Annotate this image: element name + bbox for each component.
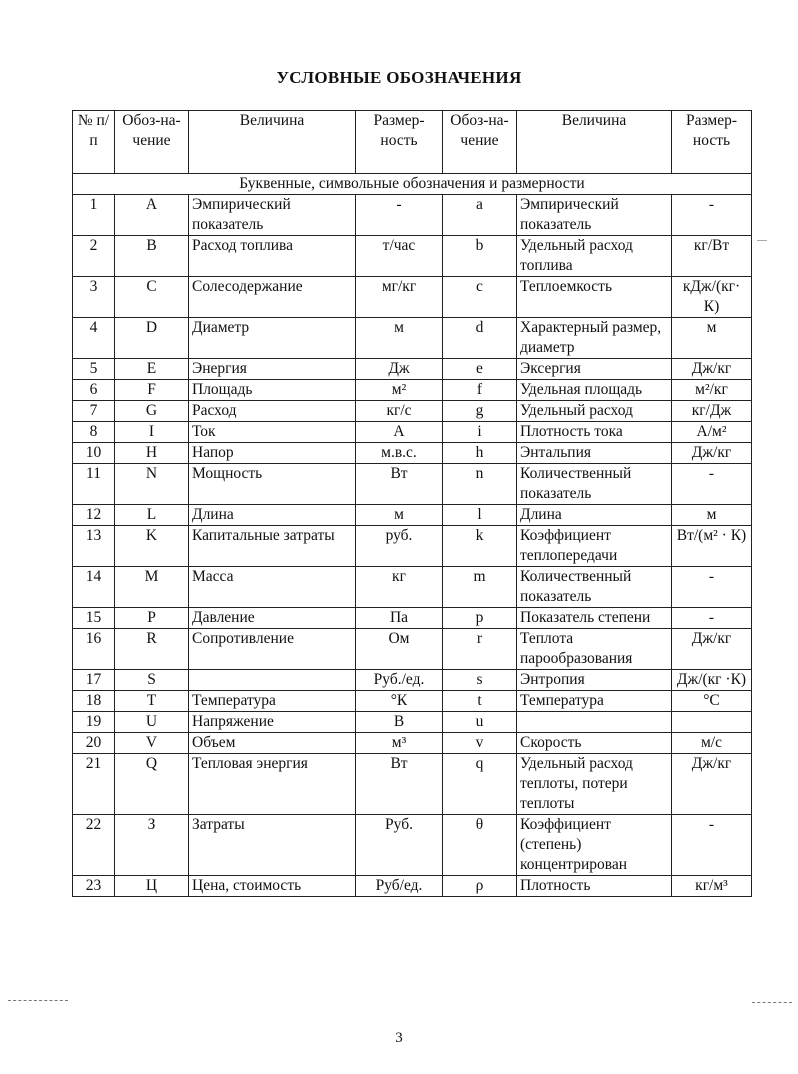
row-number: 5 — [73, 359, 115, 380]
symbol-upper: V — [115, 733, 189, 754]
quantity-upper — [189, 670, 356, 691]
quantity-lower — [517, 712, 672, 733]
quantity-lower: Коэффициент (степень) концентрирован — [517, 815, 672, 876]
symbol-lower: u — [443, 712, 517, 733]
quantity-lower: Удельный расход — [517, 401, 672, 422]
quantity-upper: Тепловая энергия — [189, 754, 356, 815]
symbol-upper: G — [115, 401, 189, 422]
symbol-lower: a — [443, 195, 517, 236]
unit-lower: Вт/(м² · К) — [672, 526, 752, 567]
unit-lower: м — [672, 318, 752, 359]
row-number: 21 — [73, 754, 115, 815]
unit-upper: кг — [356, 567, 443, 608]
symbol-upper: U — [115, 712, 189, 733]
table-row — [73, 712, 752, 733]
row-number: 12 — [73, 505, 115, 526]
quantity-upper: Мощность — [189, 464, 356, 505]
quantity-upper: Солесодержание — [189, 277, 356, 318]
unit-upper: °К — [356, 691, 443, 712]
quantity-lower: Плотность тока — [517, 422, 672, 443]
row-number: 18 — [73, 691, 115, 712]
row-number: 7 — [73, 401, 115, 422]
unit-lower: Дж/кг — [672, 359, 752, 380]
quantity-lower: Характерный размер, диаметр — [517, 318, 672, 359]
unit-upper: Вт — [356, 464, 443, 505]
symbol-lower: q — [443, 754, 517, 815]
quantity-lower: Коэффициент теплопередачи — [517, 526, 672, 567]
symbol-lower: l — [443, 505, 517, 526]
quantity-upper: Объем — [189, 733, 356, 754]
unit-upper: м² — [356, 380, 443, 401]
row-number: 22 — [73, 815, 115, 876]
symbol-lower: s — [443, 670, 517, 691]
quantity-upper: Затраты — [189, 815, 356, 876]
unit-upper: м — [356, 318, 443, 359]
symbol-upper: H — [115, 443, 189, 464]
quantity-lower: Плотность — [517, 876, 672, 897]
table-row — [73, 464, 752, 505]
quantity-upper: Диаметр — [189, 318, 356, 359]
unit-lower — [672, 712, 752, 733]
unit-lower: Дж/кг — [672, 629, 752, 670]
row-number: 17 — [73, 670, 115, 691]
quantity-lower: Эмпирический показатель — [517, 195, 672, 236]
unit-upper: А — [356, 422, 443, 443]
table-row — [73, 733, 752, 754]
quantity-lower: Теплоемкость — [517, 277, 672, 318]
quantity-upper: Цена, стоимость — [189, 876, 356, 897]
table-row — [73, 236, 752, 277]
table-row — [73, 567, 752, 608]
symbol-upper: A — [115, 195, 189, 236]
symbol-lower: e — [443, 359, 517, 380]
unit-upper: Ом — [356, 629, 443, 670]
quantity-lower: Показатель степени — [517, 608, 672, 629]
header-quantity-upper: Величина — [189, 111, 356, 174]
symbol-lower: i — [443, 422, 517, 443]
table-row — [73, 195, 752, 236]
header-symbol-upper: Обоз-на-чение — [115, 111, 189, 174]
unit-lower: м²/кг — [672, 380, 752, 401]
symbol-upper: L — [115, 505, 189, 526]
row-number: 6 — [73, 380, 115, 401]
symbol-upper: C — [115, 277, 189, 318]
scan-dash-right — [752, 1002, 792, 1003]
unit-upper: Па — [356, 608, 443, 629]
table-row — [73, 815, 752, 876]
header-symbol-lower: Обоз-на-чение — [443, 111, 517, 174]
unit-lower: - — [672, 567, 752, 608]
unit-upper: Руб. — [356, 815, 443, 876]
symbol-upper: F — [115, 380, 189, 401]
quantity-lower: Удельная площадь — [517, 380, 672, 401]
symbol-lower: ρ — [443, 876, 517, 897]
header-unit-upper: Размер-ность — [356, 111, 443, 174]
quantity-lower: Удельный расход теплоты, потери теплоты — [517, 754, 672, 815]
row-number: 3 — [73, 277, 115, 318]
unit-lower: - — [672, 608, 752, 629]
unit-lower: Дж/(кг ·К) — [672, 670, 752, 691]
quantity-lower: Энтропия — [517, 670, 672, 691]
unit-lower: А/м² — [672, 422, 752, 443]
quantity-lower: Длина — [517, 505, 672, 526]
symbol-lower: θ — [443, 815, 517, 876]
quantity-upper: Эмпирический показатель — [189, 195, 356, 236]
quantity-lower: Количественный показатель — [517, 567, 672, 608]
unit-lower: - — [672, 195, 752, 236]
unit-upper: м.в.с. — [356, 443, 443, 464]
header-number: № п/п — [73, 111, 115, 174]
symbol-upper: K — [115, 526, 189, 567]
row-number: 19 — [73, 712, 115, 733]
unit-upper: Вт — [356, 754, 443, 815]
unit-lower: кДж/(кг· К) — [672, 277, 752, 318]
symbol-lower: c — [443, 277, 517, 318]
unit-upper: Дж — [356, 359, 443, 380]
row-number: 8 — [73, 422, 115, 443]
symbol-lower: t — [443, 691, 517, 712]
quantity-upper: Капитальные затраты — [189, 526, 356, 567]
section-title: Буквенные, символьные обозначения и размерности — [73, 174, 752, 195]
row-number: 11 — [73, 464, 115, 505]
table-row — [73, 629, 752, 670]
symbol-upper: З — [115, 815, 189, 876]
quantity-upper: Ток — [189, 422, 356, 443]
table-row — [73, 505, 752, 526]
symbol-upper: M — [115, 567, 189, 608]
table-row — [73, 401, 752, 422]
table-row — [73, 670, 752, 691]
symbol-lower: p — [443, 608, 517, 629]
table-row — [73, 608, 752, 629]
quantity-lower: Эксергия — [517, 359, 672, 380]
quantity-upper: Длина — [189, 505, 356, 526]
unit-lower: - — [672, 815, 752, 876]
quantity-upper: Сопротивление — [189, 629, 356, 670]
scan-artifact — [757, 240, 767, 241]
header-row — [73, 111, 752, 174]
row-number: 1 — [73, 195, 115, 236]
unit-upper: Руб/ед. — [356, 876, 443, 897]
unit-upper: руб. — [356, 526, 443, 567]
unit-lower: кг/м³ — [672, 876, 752, 897]
symbol-lower: b — [443, 236, 517, 277]
quantity-lower: Теплота парообразования — [517, 629, 672, 670]
quantity-lower: Скорость — [517, 733, 672, 754]
table-row — [73, 380, 752, 401]
row-number: 15 — [73, 608, 115, 629]
symbol-upper: D — [115, 318, 189, 359]
unit-lower: кг/Дж — [672, 401, 752, 422]
symbol-upper: B — [115, 236, 189, 277]
symbol-lower: g — [443, 401, 517, 422]
unit-upper: кг/с — [356, 401, 443, 422]
quantity-upper: Масса — [189, 567, 356, 608]
symbol-upper: P — [115, 608, 189, 629]
table-row — [73, 277, 752, 318]
symbol-lower: r — [443, 629, 517, 670]
symbol-lower: m — [443, 567, 517, 608]
symbol-lower: h — [443, 443, 517, 464]
symbol-upper: T — [115, 691, 189, 712]
unit-lower: м — [672, 505, 752, 526]
unit-lower: °С — [672, 691, 752, 712]
symbol-upper: N — [115, 464, 189, 505]
unit-upper: мг/кг — [356, 277, 443, 318]
row-number: 10 — [73, 443, 115, 464]
quantity-upper: Температура — [189, 691, 356, 712]
quantity-upper: Расход топлива — [189, 236, 356, 277]
symbol-lower: n — [443, 464, 517, 505]
quantity-upper: Давление — [189, 608, 356, 629]
unit-upper: т/час — [356, 236, 443, 277]
unit-upper: Руб./ед. — [356, 670, 443, 691]
quantity-lower: Энтальпия — [517, 443, 672, 464]
table-row — [73, 422, 752, 443]
symbol-upper: Q — [115, 754, 189, 815]
row-number: 2 — [73, 236, 115, 277]
row-number: 20 — [73, 733, 115, 754]
unit-upper: В — [356, 712, 443, 733]
unit-lower: Дж/кг — [672, 754, 752, 815]
unit-upper: м³ — [356, 733, 443, 754]
quantity-lower: Температура — [517, 691, 672, 712]
quantity-lower: Удельный расход топлива — [517, 236, 672, 277]
row-number: 23 — [73, 876, 115, 897]
row-number: 14 — [73, 567, 115, 608]
table-row — [73, 876, 752, 897]
page-number: 3 — [395, 1030, 403, 1046]
unit-upper: - — [356, 195, 443, 236]
table-row — [73, 526, 752, 567]
symbol-upper: S — [115, 670, 189, 691]
header-quantity-lower: Величина — [517, 111, 672, 174]
table-row — [73, 359, 752, 380]
symbol-lower: k — [443, 526, 517, 567]
unit-lower: м/с — [672, 733, 752, 754]
symbol-upper: I — [115, 422, 189, 443]
unit-lower: Дж/кг — [672, 443, 752, 464]
symbol-lower: f — [443, 380, 517, 401]
table-row — [73, 318, 752, 359]
row-number: 16 — [73, 629, 115, 670]
quantity-upper: Напор — [189, 443, 356, 464]
table-row — [73, 443, 752, 464]
scan-dash-left — [8, 1000, 68, 1001]
section-row — [73, 174, 752, 195]
row-number: 4 — [73, 318, 115, 359]
table-row — [73, 691, 752, 712]
symbol-lower: d — [443, 318, 517, 359]
quantity-upper: Расход — [189, 401, 356, 422]
unit-lower: кг/Вт — [672, 236, 752, 277]
header-unit-lower: Размер-ность — [672, 111, 752, 174]
symbol-upper: Ц — [115, 876, 189, 897]
table-row — [73, 754, 752, 815]
unit-upper: м — [356, 505, 443, 526]
quantity-upper: Энергия — [189, 359, 356, 380]
symbols-table — [72, 110, 752, 897]
unit-lower: - — [672, 464, 752, 505]
quantity-lower: Количественный показатель — [517, 464, 672, 505]
quantity-upper: Напряжение — [189, 712, 356, 733]
page-title: УСЛОВНЫЕ ОБОЗНАЧЕНИЯ — [276, 68, 522, 87]
quantity-upper: Площадь — [189, 380, 356, 401]
symbol-lower: v — [443, 733, 517, 754]
row-number: 13 — [73, 526, 115, 567]
symbol-upper: E — [115, 359, 189, 380]
symbol-upper: R — [115, 629, 189, 670]
